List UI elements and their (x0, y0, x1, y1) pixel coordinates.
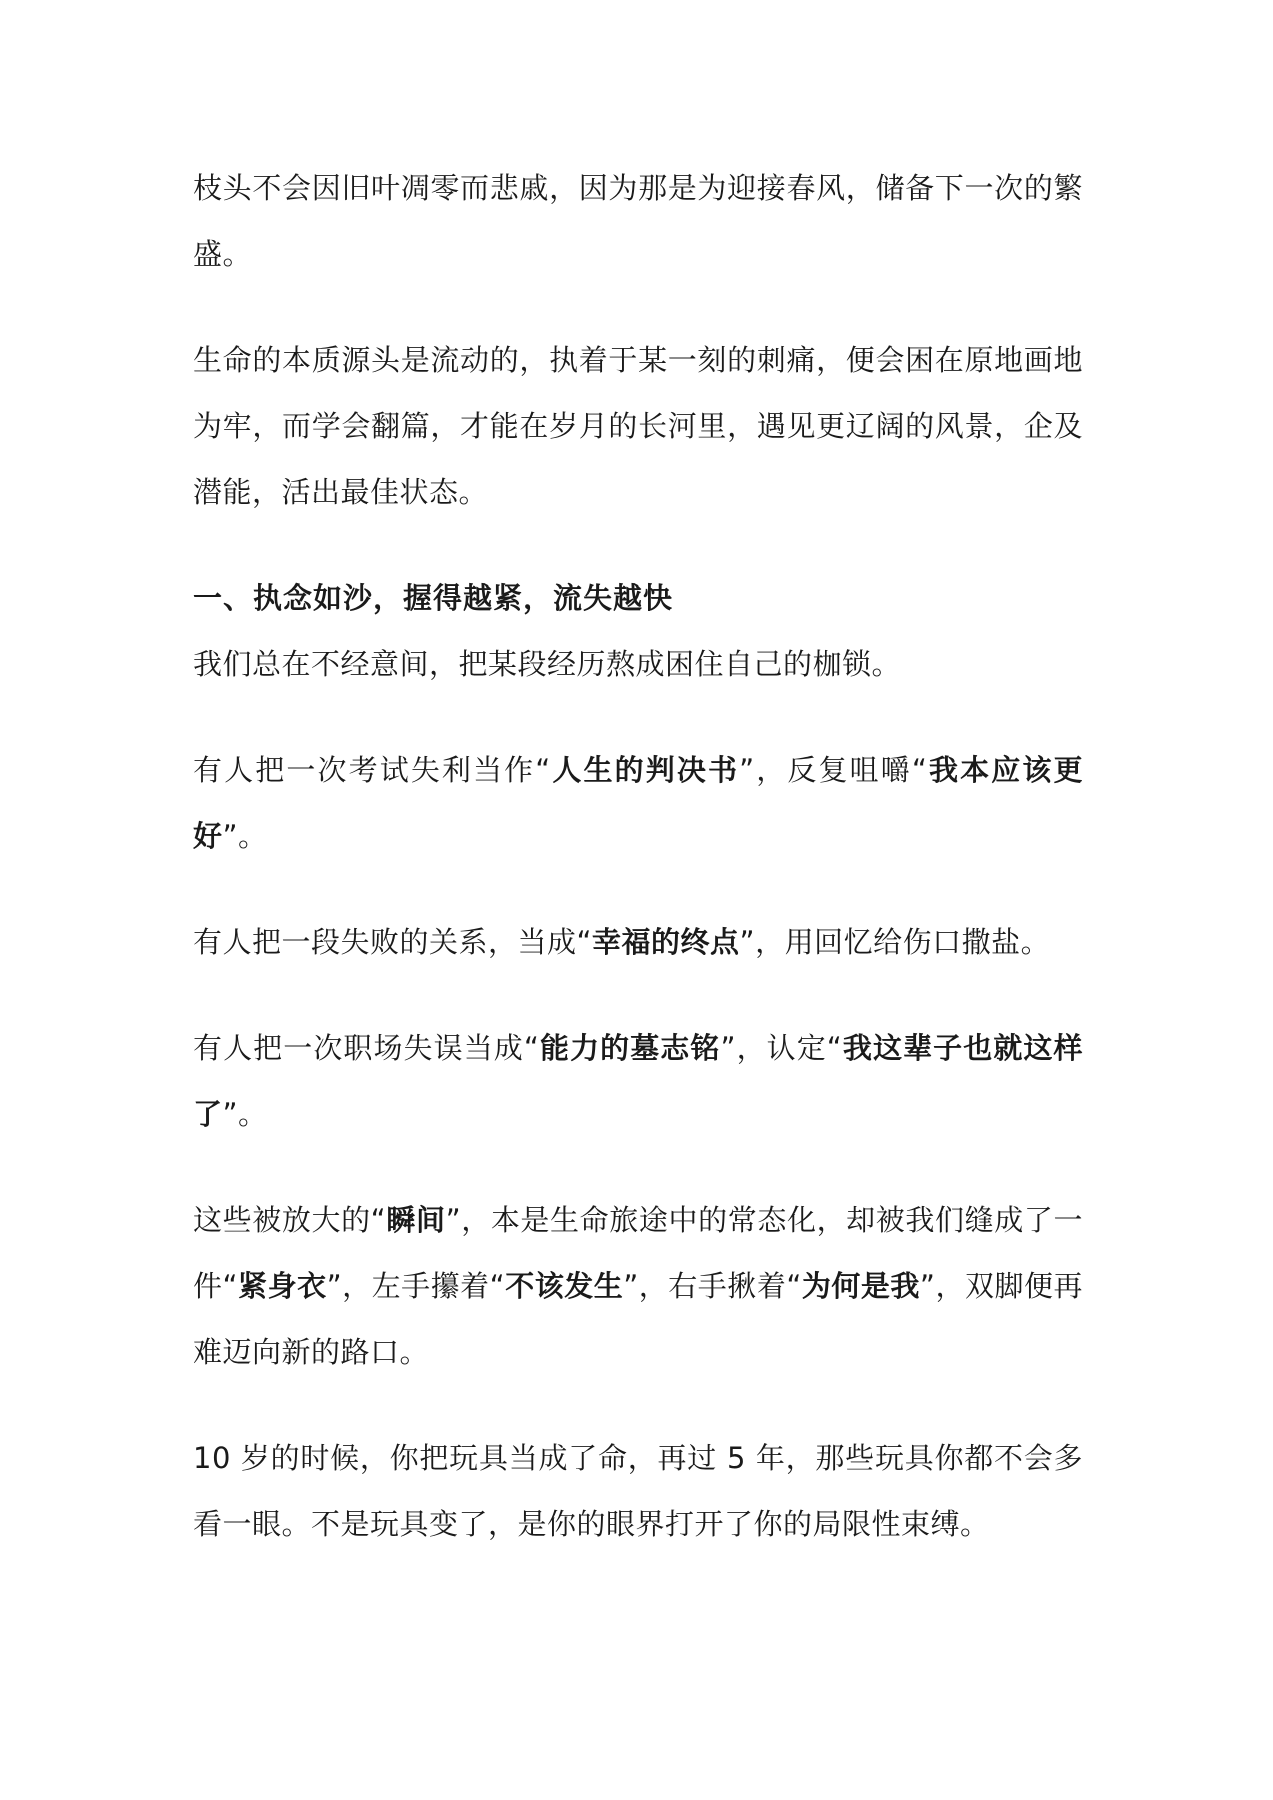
emphasis-text: 瞬间 (386, 1203, 446, 1237)
emphasis-text: 为何是我 (801, 1269, 920, 1303)
emphasis-text: 人生的判决书 (550, 753, 740, 787)
paragraph (193, 909, 1083, 975)
paragraph-text: ”，右手揪着“ (623, 1269, 802, 1303)
emphasis-text: 我本应该更好 (193, 753, 1083, 853)
paragraph-text: ”，左手攥着“ (326, 1269, 506, 1303)
paragraph-text: ”，认定“ (720, 1031, 843, 1065)
paragraph (193, 327, 1083, 525)
paragraph-text: 10 岁的时候，你把玩具当成了命，再过 5 年，那些玩具你都不会多看一眼。不是玩具变了，是你的眼界打开了你的局限性束缚。 (193, 1441, 1083, 1541)
emphasis-text: 能力的墓志铭 (539, 1031, 721, 1065)
paragraph-text: 有人把一段失败的关系，当成“ (193, 925, 593, 959)
emphasis-text: 紧身衣 (238, 1269, 327, 1303)
section-heading: 一、执念如沙，握得越紧，流失越快 (193, 581, 674, 615)
emphasis-text: 幸福的终点 (592, 925, 740, 959)
paragraph-text: ”，反复咀嚼“ (739, 753, 928, 787)
paragraph-text: ”，双脚便再难迈向新的路口。 (193, 1269, 1083, 1369)
paragraph-text: 我们总在不经意间，把某段经历熬成困住自己的枷锁。 (193, 647, 902, 681)
paragraph (193, 631, 1083, 697)
emphasis-text: 不该发生 (505, 1269, 624, 1303)
paragraph-text: ”，用回忆给伤口撒盐。 (739, 925, 1051, 959)
paragraph-text: 这些被放大的“ (193, 1203, 387, 1237)
paragraph (193, 1425, 1083, 1557)
paragraph-text: ”，本是生命旅途中的常态化，却被我们缝成了一件“ (193, 1203, 1083, 1303)
paragraph-text: 生命的本质源头是流动的，执着于某一刻的刺痛，便会困在原地画地为牢，而学会翻篇，才能在岁月的长河里，遇见更辽阔的风景，企及潜能，活出最佳状态。 (193, 343, 1083, 509)
paragraph-text: ”。 (222, 1097, 268, 1131)
paragraph (193, 737, 1083, 869)
article-body (193, 155, 1083, 1557)
paragraph-text: 枝头不会因旧叶凋零而悲戚，因为那是为迎接春风，储备下一次的繁盛。 (193, 171, 1083, 271)
paragraph-text: 有人把一次考试失利当作“ (193, 753, 551, 787)
paragraph (193, 155, 1083, 287)
paragraph (193, 1015, 1083, 1147)
emphasis-text: 我这辈子也就这样了 (193, 1031, 1083, 1131)
paragraph (193, 1187, 1083, 1385)
paragraph-text: 有人把一次职场失误当成“ (193, 1031, 540, 1065)
paragraph-text: ”。 (222, 819, 268, 853)
